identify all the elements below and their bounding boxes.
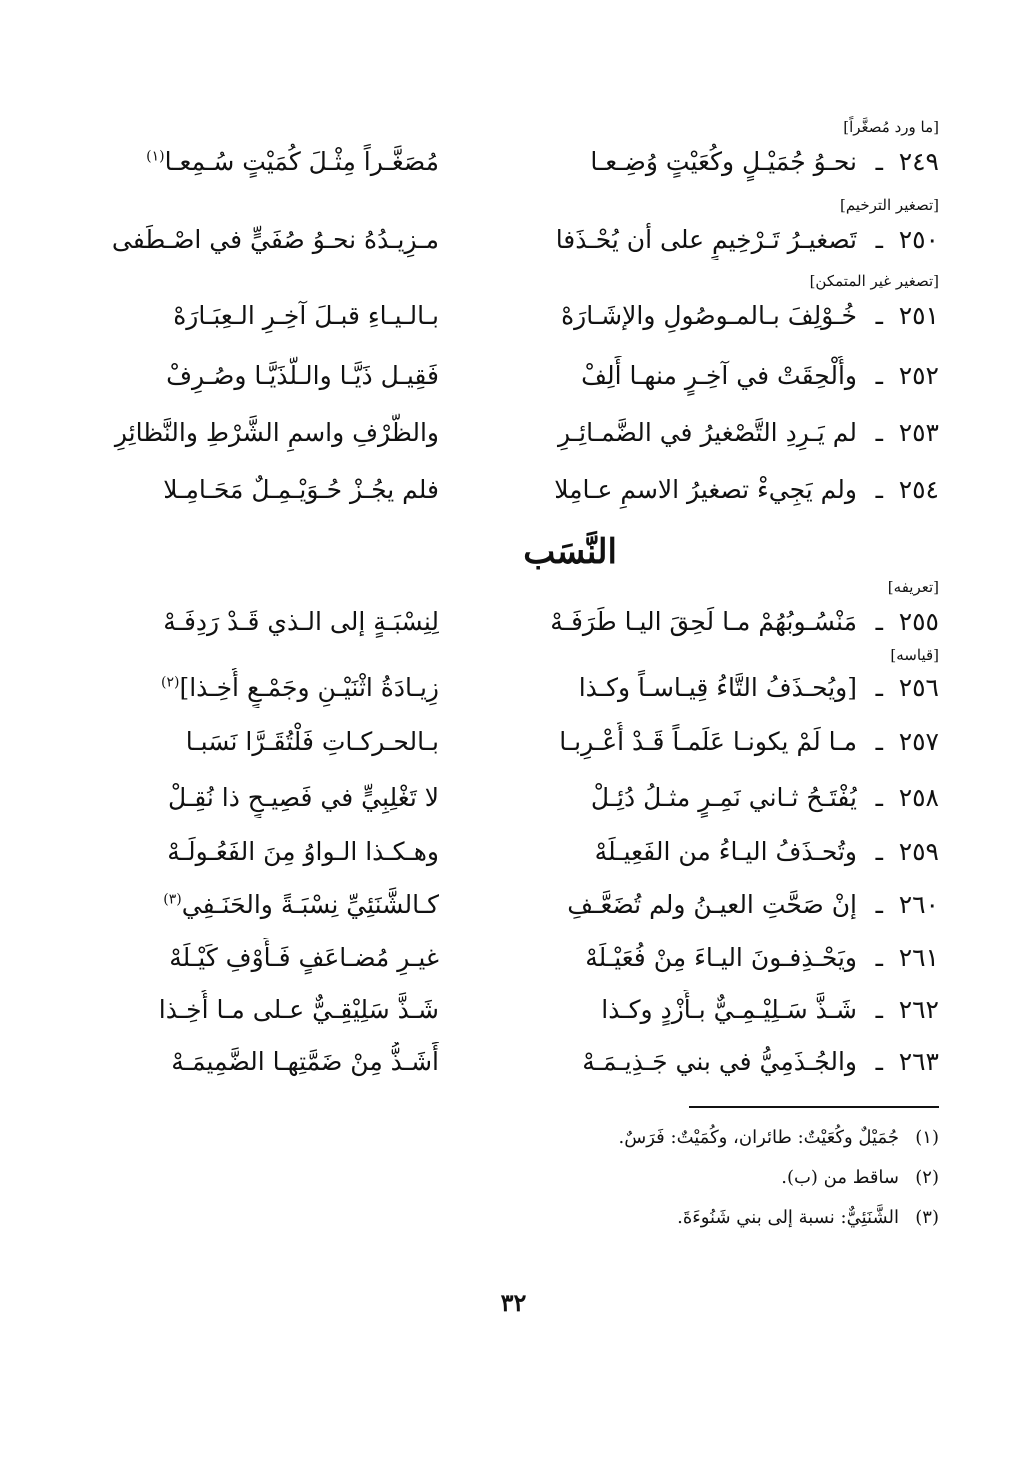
footnote-number: (١) [915, 1127, 939, 1148]
section-label-qiyas: [قياسه] [890, 646, 939, 664]
verse-number: ٢٥٥ [898, 607, 939, 636]
verse-number: ٢٥٠ [898, 225, 939, 254]
footnote-2 [781, 1164, 939, 1192]
verse-first-hemistich: [ويُحـذَفُ التَّاءُ قِيـاسـاً وكـذا [578, 673, 857, 702]
verse-262 [89, 990, 939, 1030]
verse-number: ٢٥٢ [898, 361, 939, 390]
verse-dash: ـ [875, 943, 883, 972]
verse-first-hemistich: خُـوْلِفَ بـالمـوصُولِ والإشَـارَهْ [561, 301, 857, 330]
verse-second-hemistich [89, 885, 439, 925]
verse-number: ٢٥٩ [898, 837, 939, 866]
chapter-heading: النَّسَب [523, 532, 617, 572]
verse-first-hemistich: والجُـذَمِيُّ في بني جَـذِيـمَـهْ [582, 1047, 857, 1076]
footnote-1 [619, 1124, 939, 1152]
verse-dash: ـ [875, 673, 883, 702]
verse-first-hemistich: إنْ صَحَّتِ العيـنُ ولم تُضَعَّـفِ [567, 890, 857, 919]
verse-number: ٢٦٢ [898, 995, 939, 1024]
verse-number: ٢٥٤ [898, 475, 939, 504]
verse-number: ٢٥٧ [898, 727, 939, 756]
verse-number: ٢٥٨ [898, 783, 939, 812]
verse-first-hemistich: نحـوُ جُمَيْـلٍ وكُعَيْتٍ وُضِـعـا [590, 147, 857, 176]
verse-number: ٢٤٩ [898, 147, 939, 176]
verse-second-hemistich: غيـرِ مُضـاعَفٍ فَـأَوْفِ كَيْـلَهْ [169, 943, 439, 972]
verse-260 [89, 885, 939, 925]
verse-259 [89, 832, 939, 872]
verse-257 [89, 722, 939, 762]
verse-dash: ـ [875, 475, 883, 504]
verse-number: ٢٦٠ [898, 890, 939, 919]
verse-first-hemistich: وتُحـذَفُ اليـاءُ من الفَعِيـلَهْ [594, 837, 857, 866]
verse-250 [89, 220, 939, 260]
footnote-marker: (١) [146, 148, 165, 165]
verse-258 [89, 778, 939, 818]
verse-251 [89, 296, 939, 336]
verse-number: ٢٥٦ [898, 673, 939, 702]
footnote-number: (٣) [915, 1207, 939, 1228]
footnote-separator [689, 1106, 939, 1108]
section-label-tarkhim: [تصغير الترخيم] [839, 196, 939, 214]
verse-dash: ـ [875, 147, 883, 176]
verse-second-hemistich: فَقِيـل ذَيَّـا والـلَّذَيَّـا وصُـرِفْ [166, 361, 439, 390]
verse-first-hemistich: ويَحْـذِفـونَ اليـاءَ مِنْ فُعَيْـلَهْ [585, 943, 857, 972]
verse-number: ٢٥١ [898, 301, 939, 330]
verse-dash: ـ [875, 783, 883, 812]
verse-first-hemistich: وأُلْحِقَتْ في آخِـرٍ منهـا أَلِفْ [581, 361, 857, 390]
footnote-text: الشَّنَئِيٌّ: نسبة إلى بني شَنُوءَةَ. [677, 1207, 899, 1228]
verse-number: ٢٦١ [898, 943, 939, 972]
verse-253 [89, 413, 939, 453]
verse-number: ٢٦٣ [898, 1047, 939, 1076]
verse-second-hemistich: مـزِيـدُهُ نحـوُ صُفَيٍّ في اصْـطَفى [111, 225, 439, 254]
verse-first-hemistich: تَصغيـرُ تَـرْخِيمٍ على أن يُحْـذَفا [555, 225, 857, 254]
footnote-3 [677, 1204, 939, 1232]
verse-first-hemistich: يُفْتَـحُ ثـاني نَمِـرٍ مثـلُ دُئِـلْ [590, 783, 857, 812]
footnote-marker: (٢) [160, 674, 180, 691]
verse-first-hemistich: ولم يَجِيءْ تصغيرُ الاسمِ عـامِلا [554, 475, 857, 504]
verse-249 [89, 142, 939, 182]
verse-dash: ـ [875, 225, 883, 254]
verse-number: ٢٥٣ [898, 418, 939, 447]
footnote-marker: (٣) [163, 891, 182, 908]
section-label-ghayr-mutamakkin: [تصغير غير المتمكن] [809, 272, 939, 290]
verse-dash: ـ [875, 301, 883, 330]
verse-first-hemistich: شَـذَّ سَـلِيْـمِـيٌّ بـأَزْدٍ وكـذا [601, 995, 857, 1024]
verse-dash: ـ [875, 727, 883, 756]
verse-second-hemistich: بـالحـركـاتِ فَلْتُقَـرَّا نَسَبـا [185, 727, 439, 756]
verse-second-hemistich: شَـذَّ سَلِيْقِـيٌّ عـلى مـا أُخِـذا [158, 995, 439, 1024]
verse-second-hemistich: لا تَغْلِبِيٍّ في فَصِيـحٍ ذا نُقِـلْ [167, 783, 439, 812]
verse-second-hemistich: لِنِسْبَـةٍ إلى الـذي قَـدْ رَدِفَـهْ [163, 607, 439, 636]
verse-dash: ـ [875, 837, 883, 866]
verse-second-hemistich: أَشَـذُّ مِنْ ضَمَّتِهـا الضَّمِيمَـهْ [171, 1047, 439, 1076]
verse-second-hemistich-text: كـالشَّنَئِيِّ نِسْبَـةً والحَنَـفِي [181, 890, 439, 919]
section-label-masghar: [ما ورد مُصغَّراً] [843, 118, 939, 136]
verse-first-hemistich: لم يَـرِدِ التَّصْغيرُ في الضَّمـائِـرِ [558, 418, 857, 447]
verse-dash: ـ [875, 1047, 883, 1076]
verse-second-hemistich [89, 142, 439, 182]
verse-252 [89, 356, 939, 396]
verse-second-hemistich: والظَّرْفِ واسمِ الشَّرْطِ والنَّظائِرِ [114, 418, 439, 447]
verse-dash: ـ [875, 418, 883, 447]
verse-second-hemistich [89, 668, 439, 708]
footnote-text: جُمَيْلٌ وكُعَيْتٌ: طائران، وكُمَيْتٌ: فَرَسٌ. [618, 1127, 899, 1148]
verse-second-hemistich: بـالـيـاءِ قبـلَ آخِـرِ الـعِبَـارَهْ [173, 301, 439, 330]
verse-dash: ـ [875, 607, 883, 636]
verse-263 [89, 1042, 939, 1082]
verse-first-hemistich: مَنْسُـوبُهُمْ مـا لَحِقَ اليـا طَرَفَـهْ [550, 607, 857, 636]
verse-second-hemistich-text: مُصَغَّـراً مِثْـلَ كُمَيْتٍ سُـمِعـا [164, 147, 439, 176]
verse-254 [89, 470, 939, 510]
verse-dash: ـ [875, 995, 883, 1024]
verse-dash: ـ [875, 361, 883, 390]
footnote-number: (٢) [915, 1167, 939, 1188]
verse-second-hemistich: فلم يجُـزْ حُـوَيْـمِـلٌ مَحَـامِـلا [163, 475, 439, 504]
footnote-text: ساقط من (ب). [781, 1167, 899, 1188]
section-label-tarif: [تعريفه] [887, 578, 939, 596]
page-number: ٣٢ [500, 1288, 527, 1317]
verse-second-hemistich-text: زِيـادَةُ اثْنَيْـنِ وجَمْـعٍ أُخِـذا] [179, 673, 439, 702]
verse-261 [89, 938, 939, 978]
verse-second-hemistich: وهـكـذا الـواوُ مِنَ الفَعُـولَـهْ [167, 837, 439, 866]
verse-255 [89, 602, 939, 642]
verse-dash: ـ [875, 890, 883, 919]
verse-first-hemistich: مـا لَمْ يكونـا عَلَمـاً قَـدْ أُعْـرِبـا [559, 727, 857, 756]
verse-256 [89, 668, 939, 708]
